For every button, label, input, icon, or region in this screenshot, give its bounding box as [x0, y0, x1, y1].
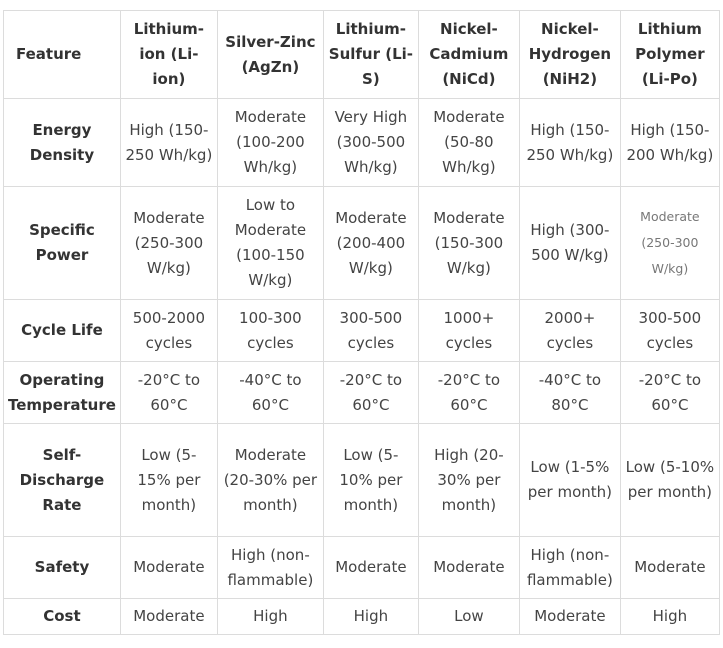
row-label-cost: Cost — [4, 599, 121, 635]
table-cell: Moderate (50-80 Wh/kg) — [418, 99, 519, 187]
table-cell: High (150-200 Wh/kg) — [620, 99, 719, 187]
table-cell: Moderate (250-300 W/kg) — [120, 187, 217, 300]
header-nickel-cadmium: Nickel-Cadmium (NiCd) — [418, 11, 519, 99]
header-li-ion: Lithium-ion (Li-ion) — [120, 11, 217, 99]
table-row-cost — [4, 599, 720, 635]
table-cell: High (non-flammable) — [519, 537, 620, 599]
table-cell: Moderate (150-300 W/kg) — [418, 187, 519, 300]
table-cell: 100-300 cycles — [217, 300, 323, 362]
table-cell: Moderate — [620, 537, 719, 599]
table-cell: High — [620, 599, 719, 635]
table-cell: High — [217, 599, 323, 635]
table-cell: High (300-500 W/kg) — [519, 187, 620, 300]
table-cell: Moderate — [120, 599, 217, 635]
table-cell: 2000+ cycles — [519, 300, 620, 362]
table-cell: 1000+ cycles — [418, 300, 519, 362]
table-cell: Low (1-5% per month) — [519, 424, 620, 537]
table-row-energy-density — [4, 99, 720, 187]
table-cell: Moderate — [418, 537, 519, 599]
table-cell: Very High (300-500 Wh/kg) — [323, 99, 418, 187]
comparison-table-wrapper — [3, 10, 720, 635]
table-cell: Low (5-10% per month) — [620, 424, 719, 537]
table-cell: -40°C to 60°C — [217, 362, 323, 424]
header-lithium-polymer: Lithium Polymer (Li-Po) — [620, 11, 719, 99]
table-cell: -20°C to 60°C — [418, 362, 519, 424]
table-row-specific-power — [4, 187, 720, 300]
table-cell: Moderate — [120, 537, 217, 599]
table-cell: 500-2000 cycles — [120, 300, 217, 362]
row-label-safety: Safety — [4, 537, 121, 599]
table-cell: -20°C to 60°C — [120, 362, 217, 424]
table-cell: -20°C to 60°C — [620, 362, 719, 424]
table-cell: Moderate (100-200 Wh/kg) — [217, 99, 323, 187]
table-cell: Moderate (250-300 W/kg) — [620, 187, 719, 300]
header-silver-zinc: Silver-Zinc (AgZn) — [217, 11, 323, 99]
row-label-self-discharge-rate: Self-Discharge Rate — [4, 424, 121, 537]
table-cell: 300-500 cycles — [323, 300, 418, 362]
table-cell: Low to Moderate (100-150 W/kg) — [217, 187, 323, 300]
table-cell: High — [323, 599, 418, 635]
table-cell: High (150-250 Wh/kg) — [120, 99, 217, 187]
table-row-safety — [4, 537, 720, 599]
table-row-operating-temperature — [4, 362, 720, 424]
table-cell: Moderate (200-400 W/kg) — [323, 187, 418, 300]
table-cell: Low — [418, 599, 519, 635]
table-cell: Low (5-10% per month) — [323, 424, 418, 537]
table-row-self-discharge-rate — [4, 424, 720, 537]
header-lithium-sulfur: Lithium-Sulfur (Li-S) — [323, 11, 418, 99]
table-cell: Low (5-15% per month) — [120, 424, 217, 537]
table-cell: Moderate — [323, 537, 418, 599]
table-cell: -20°C to 60°C — [323, 362, 418, 424]
table-cell: High (non-flammable) — [217, 537, 323, 599]
header-nickel-hydrogen: Nickel-Hydrogen (NiH2) — [519, 11, 620, 99]
table-cell: High (150-250 Wh/kg) — [519, 99, 620, 187]
row-label-operating-temperature: Operating Temperature — [4, 362, 121, 424]
header-feature: Feature — [4, 11, 121, 99]
table-cell: -40°C to 80°C — [519, 362, 620, 424]
row-label-cycle-life: Cycle Life — [4, 300, 121, 362]
table-cell: High (20-30% per month) — [418, 424, 519, 537]
table-cell: Moderate (20-30% per month) — [217, 424, 323, 537]
table-row-cycle-life — [4, 300, 720, 362]
battery-comparison-table — [3, 10, 720, 635]
header-row — [4, 11, 720, 99]
table-cell: Moderate — [519, 599, 620, 635]
row-label-energy-density: Energy Density — [4, 99, 121, 187]
row-label-specific-power: Specific Power — [4, 187, 121, 300]
table-cell: 300-500 cycles — [620, 300, 719, 362]
